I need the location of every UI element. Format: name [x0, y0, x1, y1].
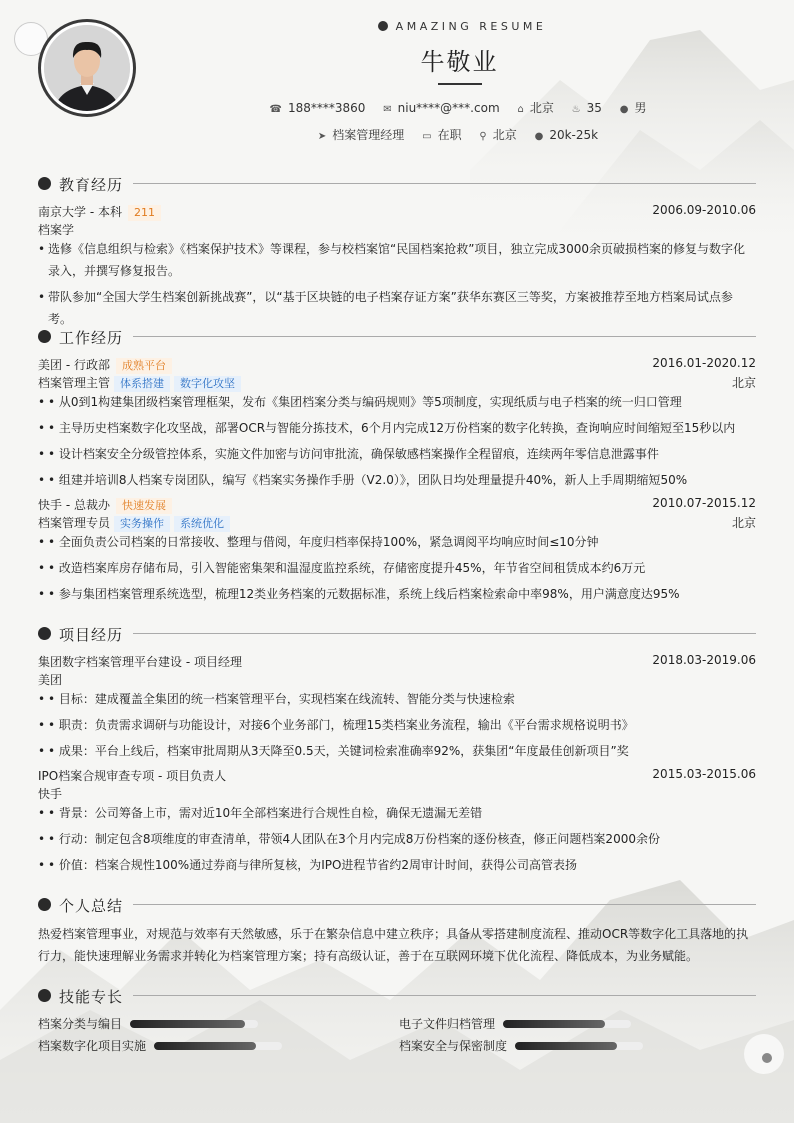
list-item: • 带队参加“全国大学生档案创新挑战赛”，以“基于区块链的电子档案存证方案”获华东赛区三等奖，方案被推荐至地方档案局试点参考。 — [38, 290, 733, 326]
target-city: ⚲ 北京 — [479, 128, 517, 142]
section-education: 教育经历 — [38, 174, 756, 194]
section-divider — [133, 633, 756, 634]
skill-item: 电子文件归档管理 — [399, 1015, 639, 1031]
section-ink-icon — [38, 177, 51, 190]
send-icon: ➤ — [317, 131, 327, 142]
work-role: 档案管理主管 体系搭建 数字化攻坚 北京 — [38, 376, 756, 390]
work-header: 美团 - 行政部 成熟平台 2016.01-2020.12 — [38, 356, 756, 372]
company-badge: 快速发展 — [116, 498, 172, 514]
list-item: • • 背景：公司筹备上市，需对近10年全部档案进行合规性自检，确保无遗漏无差错 — [38, 806, 483, 820]
money-icon: ● — [534, 131, 544, 142]
list-item: • • 全面负责公司档案的日常接收、整理与借阅，年度归档率保持100%，紧急调阅平均响应时间≤10分钟 — [38, 535, 599, 549]
list-item: • • 改造档案库房存储布局，引入智能密集架和温湿度监控系统，存储密度提升45%，年节省空间租赁成本约6万元 — [38, 561, 646, 575]
skill-bar — [154, 1042, 282, 1050]
section-divider — [133, 183, 756, 184]
work-role: 档案管理专员 实务操作 系统优化 北京 — [38, 516, 756, 530]
target-position: ➤ 档案管理经理 — [317, 128, 405, 142]
email: ✉ niu****@***.com — [383, 101, 500, 115]
contact-info-row — [0, 99, 794, 116]
section-ink-icon — [38, 989, 51, 1002]
list-item: • • 从0到1构建集团级档案管理框架，发布《集团档案分类与编码规则》等5项制度，实现纸质与电子档案的统一归口管理 — [38, 395, 682, 409]
gender-icon: ● — [619, 104, 629, 115]
job-status: ▭ 在职 — [422, 128, 462, 142]
skill-tag: 数字化攻坚 — [174, 376, 241, 392]
list-item: • 选修《信息组织与检索》《档案保护技术》等课程，参与校档案馆“民国档案抢救”项目，独立完成3000余页破损档案的修复与数字化 录入，并撰写修复报告。 — [38, 242, 745, 278]
skill-item: 档案分类与编目 — [38, 1015, 278, 1031]
section-ink-icon — [38, 898, 51, 911]
ink-drop-icon — [378, 21, 388, 31]
project-header: IPO档案合规审查专项 - 项目负责人 2015.03-2015.06 — [38, 767, 756, 783]
skill-bar — [503, 1020, 631, 1028]
project-org: 快手 — [38, 787, 63, 801]
skill-tag: 实务操作 — [114, 516, 170, 532]
candidate-name: 牛敬业 — [420, 48, 499, 76]
mail-icon: ✉ — [383, 104, 392, 115]
list-item: • • 设计档案安全分级管控体系，实施文件加密与访问审批流，确保敏感档案操作全程留痕，连续两年零信息泄露事件 — [38, 447, 659, 461]
school-badge: 211 — [128, 205, 161, 221]
summary-text: 热爱档案管理事业，对规范与效率有天然敏感，乐于在繁杂信息中建立秩序；具备从零搭建制度流程、推动OCR等数字化工具落地的执行力，能快速理解业务需求并转化为档案管理方案；持有高级认证，善于在互联网环境下优化流程、降低成本，为业务赋能。 — [38, 927, 749, 963]
section-summary: 个人总结 — [38, 895, 756, 915]
list-item: • • 价值：档案合规性100%通过券商与律所复核，为IPO进程节省约2周审计时间，获得公司高管表扬 — [38, 858, 578, 872]
list-item: • • 行动：制定包含8项维度的审查清单，带领4人团队在3个月内完成8万份档案的逐份核查，修正问题档案2000余份 — [38, 832, 660, 846]
section-work: 工作经历 — [38, 327, 756, 347]
location-icon: ⚲ — [479, 131, 487, 142]
skill-bar — [515, 1042, 643, 1050]
section-divider — [133, 336, 756, 337]
list-item: • • 主导历史档案数字化攻坚战，部署OCR与智能分拣技术，6个月内完成12万份档案的数字化转换，查询响应时间缩短至15秒以内 — [38, 421, 736, 435]
list-item: • • 职责：负责需求调研与功能设计，对接6个业务部门，梳理15类档案业务流程，输出《平台需求规格说明书》 — [38, 718, 634, 732]
skill-tag: 系统优化 — [174, 516, 230, 532]
section-skills: 技能专长 — [38, 986, 756, 1006]
inbox-icon: ▭ — [422, 131, 432, 142]
tagline: AMAZING RESUME — [0, 20, 794, 33]
age: ♨ 35 — [571, 101, 602, 115]
phone-icon: ☎ — [269, 104, 282, 115]
company-badge: 成熟平台 — [116, 358, 172, 374]
name-underline — [438, 83, 482, 85]
list-item: • • 成果：平台上线后，档案审批周期从3天降至0.5天，关键词检索准确率92%，获集团“年度最佳创新项目”奖 — [38, 744, 629, 758]
job-info-row — [0, 126, 794, 143]
salary: ● 20k-25k — [534, 128, 599, 142]
section-ink-icon — [38, 330, 51, 343]
section-ink-icon — [38, 627, 51, 640]
section-projects: 项目经历 — [38, 624, 756, 644]
project-org: 美团 — [38, 673, 63, 687]
skill-tag: 体系搭建 — [114, 376, 170, 392]
skill-bar — [130, 1020, 258, 1028]
city: ⌂ 北京 — [517, 101, 554, 115]
skill-item: 档案数字化项目实施 — [38, 1037, 288, 1053]
list-item: • • 参与集团档案管理系统选型，梳理12类业务档案的元数据标准，系统上线后档案检索命中率98%，用户满意度达95% — [38, 587, 680, 601]
skill-item: 档案安全与保密制度 — [399, 1037, 649, 1053]
phone: ☎ 188****3860 — [269, 101, 366, 115]
list-item: • • 目标：建成覆盖全集团的统一档案管理平台，实现档案在线流转、智能分类与快速检索 — [38, 692, 515, 706]
education-major: 档案学 — [38, 223, 75, 237]
list-item: • • 组建并培训8人档案专岗团队，编写《档案实务操作手册（V2.0）》，团队日均处理量提升40%，新人上手周期缩短50% — [38, 473, 688, 487]
section-divider — [133, 995, 756, 996]
home-icon: ⌂ — [517, 104, 524, 115]
cake-icon: ♨ — [571, 104, 581, 115]
project-header: 集团数字档案管理平台建设 - 项目经理 2018.03-2019.06 — [38, 653, 756, 669]
education-header: 南京大学 - 本科 211 2006.09-2010.06 — [38, 203, 756, 219]
section-divider — [133, 904, 756, 905]
gender: ● 男 — [619, 101, 647, 115]
work-header: 快手 - 总裁办 快速发展 2010.07-2015.12 — [38, 496, 756, 512]
